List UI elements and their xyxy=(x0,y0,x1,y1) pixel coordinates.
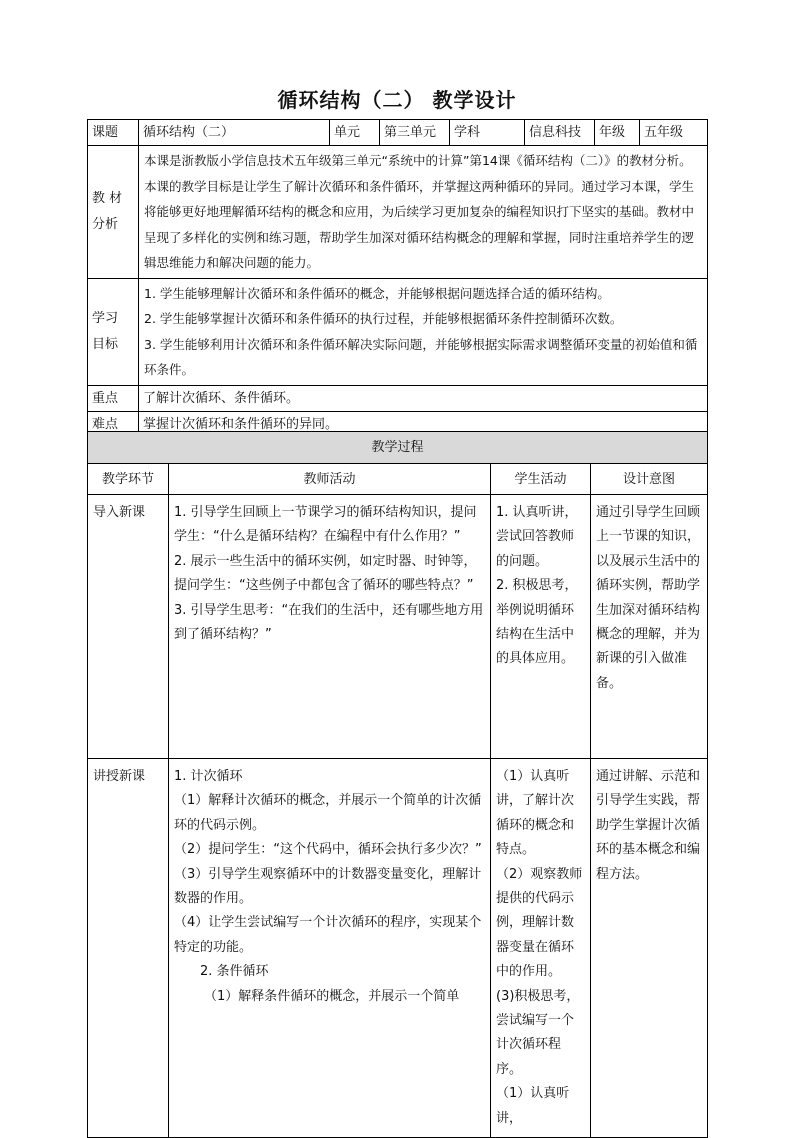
student-activity-cell xyxy=(491,759,591,1138)
teacher-activity-item: 2. 条件循环 xyxy=(200,964,269,980)
difficulty-label: 难点 xyxy=(88,411,139,437)
teaching-process-table xyxy=(87,431,708,1138)
key-text: 了解计次循环、条件循环。 xyxy=(139,385,708,411)
objectives-list xyxy=(139,278,708,385)
objectives-label xyxy=(88,278,139,385)
teacher-activity-item: （3）引导学生观察循环中的计数器变量变化，理解计数器的作用。 xyxy=(174,866,482,907)
objective-item: 2. 学生能够掌握计次循环和条件循环的执行过程，并能够根据循环条件控制循环次数。 xyxy=(144,311,623,326)
teacher-activity-item: 2. 展示一些生活中的循环实例，如定时器、时钟等，提问学生：“这些例子中都包含了循环的哪些特点？” xyxy=(174,553,477,594)
page-title: 循环结构（二） 教学设计 xyxy=(277,88,517,112)
process-header-row xyxy=(88,432,708,464)
student-activity-item: 2. 积极思考，举例说明循环结构在生活中的具体应用。 xyxy=(496,578,578,667)
teacher-activity-cell xyxy=(169,495,491,759)
student-activity-item: 1. 认真听讲，尝试回答教师的问题。 xyxy=(496,505,578,569)
objective-item: 3. 学生能够利用计次循环和条件循环解决实际问题，并能够根据实际需求调整循环变量的初始值和循环条件。 xyxy=(144,336,698,377)
teacher-activity-item: （1）解释条件循环的概念，并展示一个简单 xyxy=(204,988,460,1004)
objective-item: 1. 学生能够理解计次循环和条件循环的概念，并能够根据问题选择合适的循环结构。 xyxy=(144,285,610,301)
key-point-row xyxy=(88,385,708,411)
grade-label: 年级 xyxy=(595,120,640,146)
grade-value: 五年级 xyxy=(640,120,708,146)
analysis-text: 本课是浙教版小学信息技术五年级第三单元“系统中的计算”第14课《循环结构（二）》的教材分析。本课的教学目标是让学生了解计次循环和条件循环，并掌握这两种循环的异同。通过学习本课，学生将能够更好地理解循环结构的概念和应用，为后续学习更加复杂的编程知识打下坚实的基础。教材中呈现了多样化的实例和练习题，帮助学生加深对循环结构概念的理解和掌握，同时注重培养学生的逻辑思维能力和解决问题的能力。 xyxy=(139,146,708,279)
process-row-new-lesson xyxy=(88,759,708,1138)
analysis-row xyxy=(88,146,708,279)
design-intent-cell: 通过引导学生回顾上一节课的知识，以及展示生活中的循环实例，帮助学生加深对循环结构概念的理解，并为新课的引入做准备。 xyxy=(591,495,708,759)
process-row-intro xyxy=(88,495,708,759)
teacher-activity-item: （4）让学生尝试编写一个计次循环的程序，实现某个特定的功能。 xyxy=(174,915,482,955)
teacher-activity-item: 1. 计次循环 xyxy=(174,769,243,784)
student-activity-item: （2）观察教师提供的代码示例，理解计数器变量在循环中的作用。 xyxy=(496,866,583,980)
teacher-activity-cell xyxy=(169,759,491,1138)
objectives-row xyxy=(88,278,708,385)
analysis-label xyxy=(88,146,139,279)
analysis-label-line2: 分析 xyxy=(92,216,119,232)
column-header-intent: 设计意图 xyxy=(591,464,708,495)
process-column-headers xyxy=(88,464,708,495)
process-header: 教学过程 xyxy=(88,432,708,464)
lesson-info-table xyxy=(87,119,708,438)
column-header-stage: 教学环节 xyxy=(88,464,169,495)
subject-label: 课题 xyxy=(88,120,139,146)
subject-value: 循环结构（二） xyxy=(139,120,330,146)
design-intent-cell: 通过讲解、示范和引导学生实践，帮助学生掌握计次循环的基本概念和编程方法。 xyxy=(591,759,708,1138)
analysis-label-line1: 教 材 xyxy=(92,190,123,206)
student-activity-item: （1）认真听讲，了解计次循环的概念和特点。 xyxy=(496,769,575,858)
info-header-row xyxy=(88,120,708,146)
course-value: 信息科技 xyxy=(525,120,595,146)
column-header-teacher: 教师活动 xyxy=(169,464,491,495)
student-activity-cell xyxy=(491,495,591,759)
unit-label: 单元 xyxy=(330,120,380,146)
difficulty-text: 掌握计次循环和条件循环的异同。 xyxy=(139,411,708,437)
column-header-student: 学生活动 xyxy=(491,464,591,495)
student-activity-item: (3)积极思考，尝试编写一个计次循环程序。 xyxy=(496,988,580,1077)
objectives-label-line1: 学习 xyxy=(92,310,119,326)
unit-value: 第三单元 xyxy=(380,120,450,146)
course-label: 学科 xyxy=(450,120,525,146)
teacher-activity-item: 3. 引导学生思考：“在我们的生活中，还有哪些地方用到了循环结构？” xyxy=(174,602,484,643)
stage-cell: 导入新课 xyxy=(88,495,169,759)
teacher-activity-item: （1）解释计次循环的概念，并展示一个简单的计次循环的代码示例。 xyxy=(174,793,482,833)
key-label: 重点 xyxy=(88,385,139,411)
objectives-label-line2: 目标 xyxy=(92,336,119,352)
student-activity-item: （1）认真听讲， xyxy=(496,1086,570,1126)
stage-cell: 讲授新课 xyxy=(88,759,169,1138)
teacher-activity-item: 1. 引导学生回顾上一节课学习的循环结构知识，提问学生：“什么是循环结构？在编程中有什么作用？” xyxy=(174,505,477,545)
teacher-activity-item: （2）提问学生：“这个代码中，循环会执行多少次？” xyxy=(174,842,482,858)
